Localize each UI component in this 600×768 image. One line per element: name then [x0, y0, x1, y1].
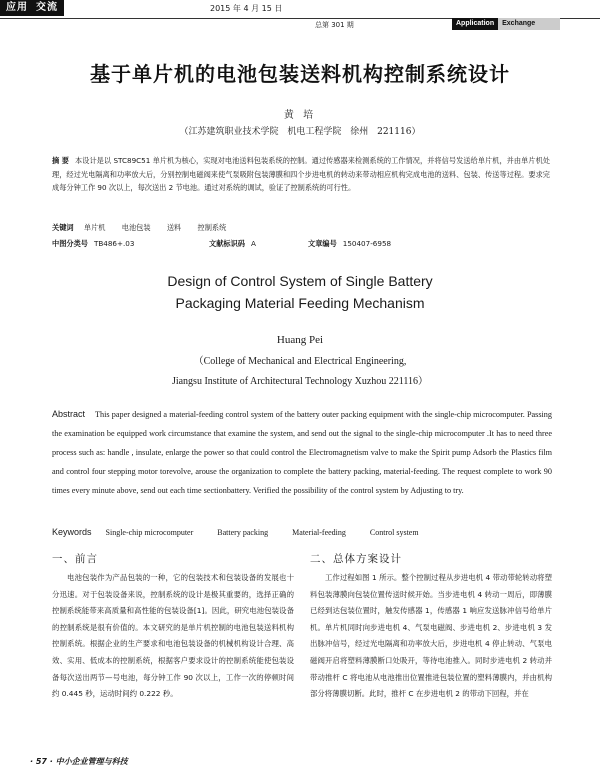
article-title-en: [0, 270, 600, 314]
keywords-en-label: Keywords: [52, 527, 92, 537]
page-footer: · 57 · 中小企业管理与科技: [30, 757, 128, 766]
keyword-cn: 电池包装: [121, 223, 151, 232]
section-tag: [0, 0, 64, 16]
section-body-introduction: 电池包装作为产品包装的一种，它的包装技术和包装设备的发展也十分迅速。对于包装设备来说，控制系统的设计是极其重要的，选择正确的控制系统能带来高质量和高性能的包装设备[1]。因此，研究电池包装设备的控制系统是很有价值的。本文研究的是单片机控制的电池包装送料机构控制系统。根据企业的生产要求和电池包装设备的机械机构设计合理、高效、实用、低成本的控制系统，根据客户要求设计的控制系统能使包装设备每次送出两节—号电池，每分钟工作 90 次以上，工作一次的停顿时间约 0.445 秒，运动时间约 0.222 秒。: [52, 573, 294, 699]
affiliation-cn: （江苏建筑职业技术学院 机电工程学院 徐州 221116）: [179, 127, 421, 137]
page-header: [0, 0, 600, 30]
issue-date: 2015 年 4 月 15 日: [210, 4, 283, 13]
keyword-cn: 单片机: [83, 223, 106, 232]
section-tag-b: 交流: [36, 2, 58, 13]
keyword-en: Single-chip microcomputer: [105, 528, 194, 537]
abstract-cn-label: 摘 要: [52, 156, 69, 165]
affiliation-en-line2: Jiangsu Institute of Architectural Technology Xuzhou 221116）: [171, 376, 429, 387]
keywords-cn-label: 关键词: [52, 223, 74, 232]
author-cn: 黄 培: [283, 110, 317, 121]
article-title-cn: 基于单片机的电池包装送料机构控制系统设计: [90, 62, 510, 86]
article-number: 文章编号 150407-6958: [308, 239, 392, 248]
affiliation-en: [0, 352, 600, 392]
abstract-en-text: This paper designed a material-feeding control system of the battery outer packing equipment with the single-chip microcomputer. Passing the examination be equipped work circumstance that examine the system, and send out the signal to the single-chip microcomputer .It has to need three process such as: handle , insulate, enlarge the power so that could control the Electromagnetism valve to make the Spirit pump Adsorb the Plastics film and control four stepping motor torevolve, arouse the organization to complete the battery packing, material-feeding. The request complete to work 90 times every minute above, send out each time sectionbattery. Verified the possibility of the control system by Adjusting to try.: [52, 410, 552, 495]
title-en-line2: Packaging Material Feeding Mechanism: [175, 295, 425, 311]
keyword-en: Control system: [369, 528, 419, 537]
section-heading-introduction: 一、前言: [52, 553, 98, 565]
section-body-overall-design: 工作过程如图 1 所示。整个控制过程从步进电机 4 带动带轮转动将塑料包装薄膜向包装位置传送时候开始。当步进电机 4 转动一周后，即薄膜已经到达包装位置时，触发传感器 1，传感器 1 响应发送脉冲信号给单片机。单片机同时向步进电机 4、气泵电磁阀、步进电机 2、步进电机 3 发出脉冲信号，经过光电隔离和功率放大后，步进电机 4 停止转动、气泵电磁阀开启将塑料薄膜断口处吸开，等待电池推入。同时步进电机 2 转动并带动推杆 C 将电池从电池推出位置推进包装位置的塑料薄膜内，并由机构部分将薄膜切断。此时，推杆 C 在步进电机 2 的带动下回程，并在: [310, 573, 552, 699]
document-code: 文献标识码 A: [209, 239, 256, 248]
keyword-cn: 送料: [166, 223, 182, 232]
column-right: [310, 551, 552, 703]
issue-number: 总第 301 期: [315, 21, 354, 29]
affiliation-en-line1: （College of Mechanical and Electrical Engineering,: [193, 356, 407, 367]
column-left: [52, 551, 294, 703]
keyword-cn: 控制系统: [197, 223, 227, 232]
column-label-exchange: Exchange: [498, 18, 560, 30]
column-label-application: Application: [452, 18, 498, 30]
section-tag-a: 应用: [6, 2, 28, 13]
author-en: Huang Pei: [276, 334, 324, 346]
keyword-en: Battery packing: [217, 528, 269, 537]
keywords-en: [52, 527, 441, 537]
keyword-en: Material-feeding: [292, 528, 346, 537]
abstract-en-label: Abstract: [52, 409, 86, 419]
abstract-en: [52, 405, 552, 500]
keywords-cn: [52, 223, 240, 233]
section-heading-overall-design: 二、总体方案设计: [310, 553, 402, 565]
abstract-cn: [52, 154, 550, 195]
column-label: [452, 18, 560, 30]
abstract-cn-text: 本设计是以 STC89C51 单片机为核心，实现对电池送料包装系统的控制。通过传感器来检测系统的工作情况，并将信号发送给单片机，并由单片机处理，经过光电隔离和功率放大后，分别控制电磁阀来使气泵吸附包装薄膜和四个步进电机的转动来带动相应机构完成电池的送料、包装、传送等过程。要求完成每分钟工作 90 次以上，每次送出 2 节电池。通过对系统的调试，验证了控制系统的可行性。: [52, 156, 550, 192]
clc-number: 中图分类号 TB486+.03: [52, 239, 135, 248]
title-en-line1: Design of Control System of Single Battery: [167, 273, 433, 289]
